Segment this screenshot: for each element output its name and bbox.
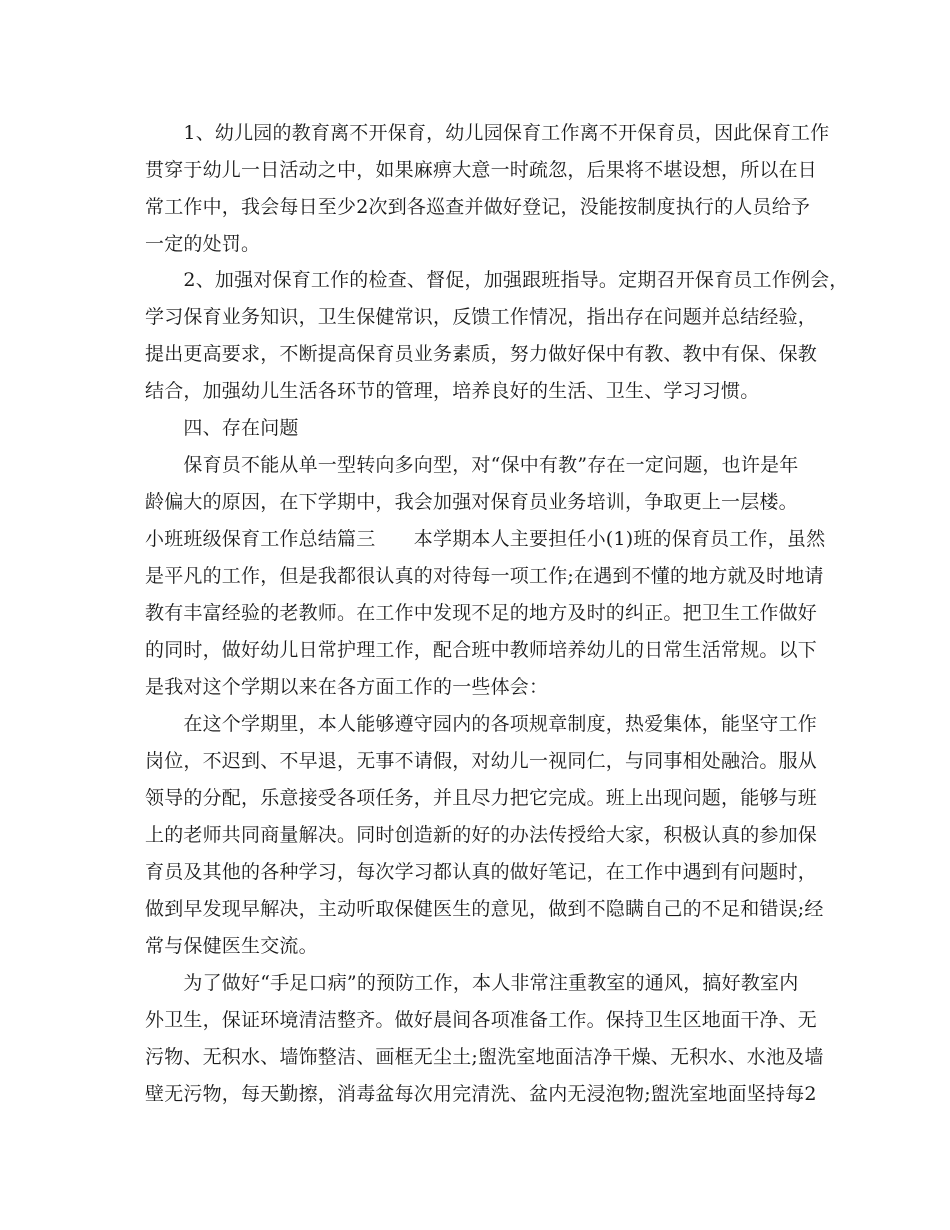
text-line: 是我对这个学期以来在各方面工作的一些体会： bbox=[145, 676, 549, 698]
text-line: 常工作中，我会每日至少2次到各巡查并做好登记，没能按制度执行的人员给予 bbox=[145, 196, 811, 218]
text-line: 保育员不能从单一型转向多向型，对“保中有教”存在一定问题，也许是年 bbox=[145, 454, 799, 476]
text-line: 1、幼儿园的教育离不开保育，幼儿园保育工作离不开保育员，因此保育工作 bbox=[145, 122, 830, 144]
text-line: 领导的分配，乐意接受各项任务，并且尽力把它完成。班上出现问题，能够与班 bbox=[145, 787, 818, 809]
text-line: 的同时，做好幼儿日常护理工作，配合班中教师培养幼儿的日常生活常规。以下 bbox=[145, 639, 818, 661]
text-line: 做到早发现早解决，主动听取保健医生的意见，做到不隐瞒自己的不足和错误;经 bbox=[145, 898, 824, 920]
section-heading: 四、存在问题 bbox=[145, 417, 299, 439]
text-line: 龄偏大的原因，在下学期中，我会加强对保育员业务培训，争取更上一层楼。 bbox=[145, 491, 798, 513]
text-line: 污物、无积水、墙饰整洁、画框无尘土;盥洗室地面洁净干燥、无积水、水池及墙 bbox=[145, 1046, 824, 1068]
text-line: 结合，加强幼儿生活各环节的管理，培养良好的生活、卫生、学习习惯。 bbox=[145, 380, 760, 402]
text-line: 岗位，不迟到、不早退，无事不请假，对幼儿一视同仁，与同事相处融洽。服从 bbox=[145, 750, 818, 772]
text-line: 提出更高要求，不断提高保育员业务素质，努力做好保中有教、教中有保、保教 bbox=[145, 343, 818, 365]
text-line: 壁无污物，每天勤擦，消毒盆每次用完清洗、盆内无浸泡物;盥洗室地面坚持每2 bbox=[145, 1083, 817, 1105]
text-line: 为了做好“手足口病”的预防工作，本人非常注重教室的通风，搞好教室内 bbox=[145, 972, 799, 994]
text-line: 外卫生，保证环境清洁整齐。做好晨间各项准备工作。保持卫生区地面干净、无 bbox=[145, 1009, 818, 1031]
text-line: 一定的处罚。 bbox=[145, 233, 261, 255]
text-line: 在这个学期里，本人能够遵守园内的各项规章制度，热爱集体，能坚守工作 bbox=[145, 713, 818, 735]
text-line: 2、加强对保育工作的检查、督促，加强跟班指导。定期召开保育员工作例会， bbox=[145, 269, 849, 291]
text-line: 常与保健医生交流。 bbox=[145, 935, 318, 957]
text-line: 贯穿于幼儿一日活动之中，如果麻痹大意一时疏忽，后果将不堪设想，所以在日 bbox=[145, 159, 818, 181]
text-line: 上的老师共同商量解决。同时创造新的好的办法传授给大家，积极认真的参加保 bbox=[145, 824, 818, 846]
text-line: 小班班级保育工作总结篇三 本学期本人主要担任小(1)班的保育员工作，虽然 bbox=[145, 528, 826, 550]
text-line: 教有丰富经验的老教师。在工作中发现不足的地方及时的纠正。把卫生工作做好 bbox=[145, 602, 818, 624]
text-line: 育员及其他的各种学习，每次学习都认真的做好笔记，在工作中遇到有问题时， bbox=[145, 861, 818, 883]
text-line: 是平凡的工作，但是我都很认真的对待每一项工作;在遇到不懂的地方就及时地请 bbox=[145, 565, 824, 587]
text-line: 学习保育业务知识，卫生保健常识，反馈工作情况，指出存在问题并总结经验， bbox=[145, 306, 818, 328]
